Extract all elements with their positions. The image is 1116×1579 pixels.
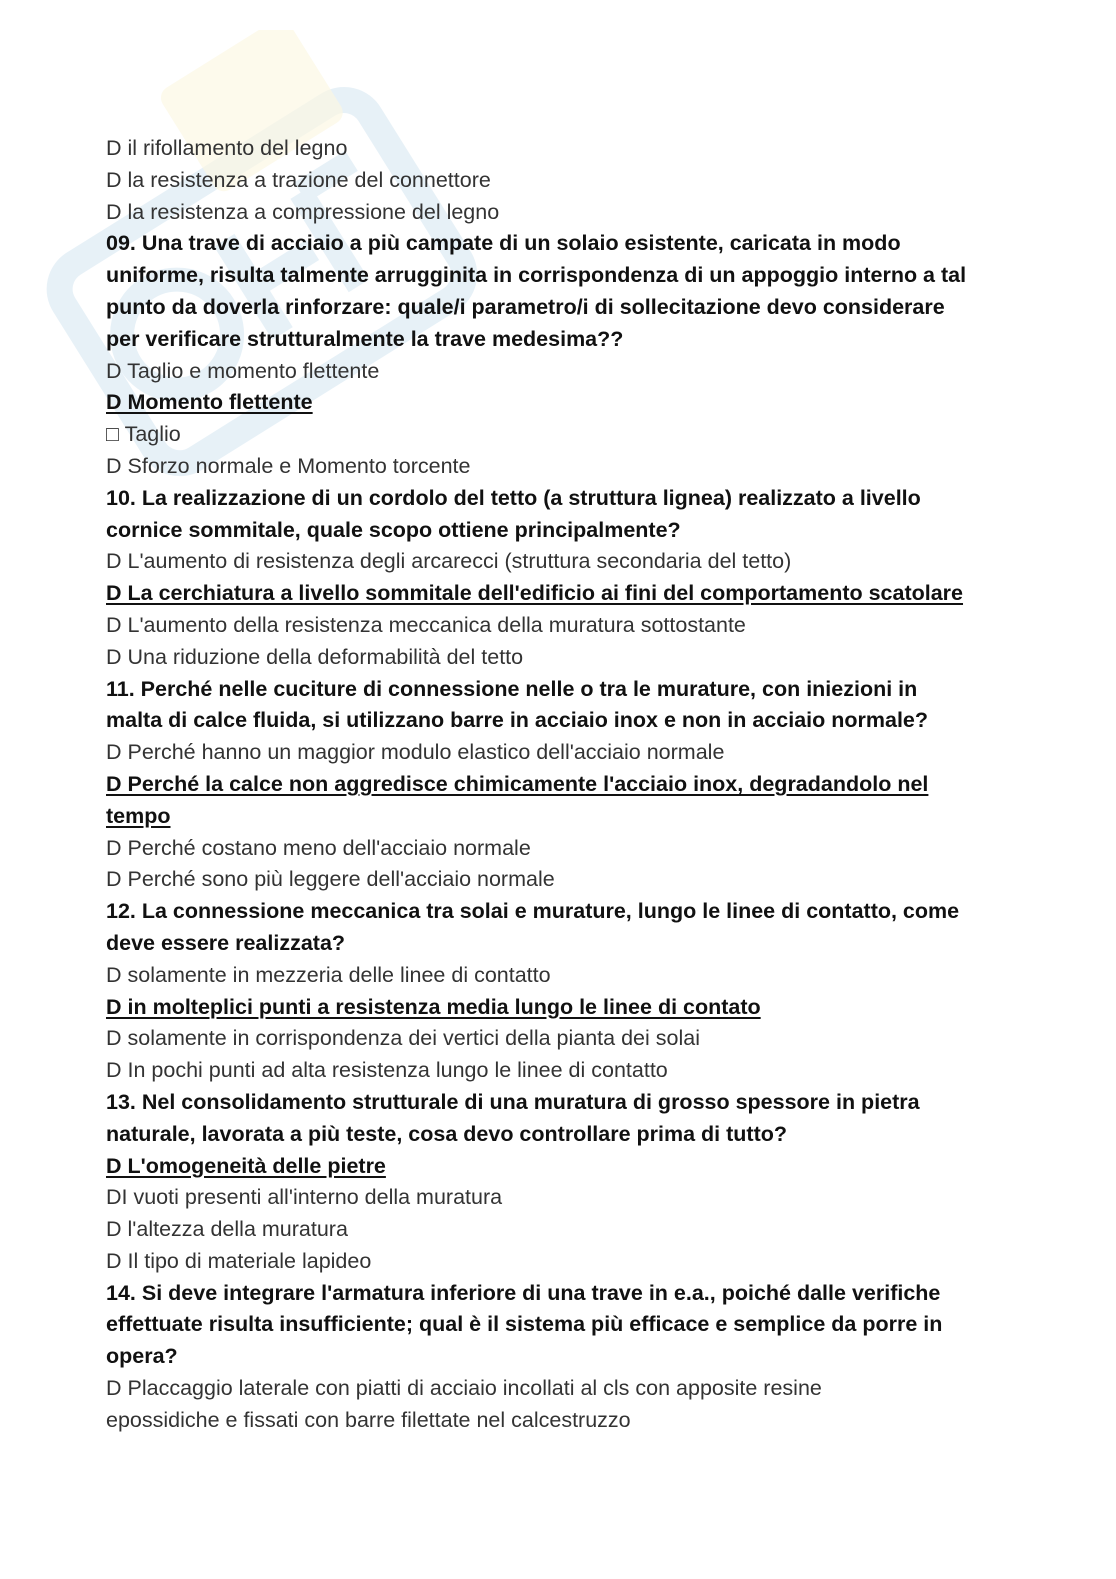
correct-answer: D in molteplici punti a resistenza media lungo le linee di contato bbox=[106, 994, 761, 1019]
answer-option: DI vuoti presenti all'interno della muratura bbox=[106, 1185, 503, 1210]
question-text: uniforme, risulta talmente arrugginita in corrispondenza di un appoggio interno a tal bbox=[106, 263, 967, 288]
correct-answer: D Momento flettente bbox=[106, 390, 313, 415]
question-text: 09. Una trave di acciaio a più campate di un solaio esistente, caricata in modo bbox=[106, 231, 901, 256]
answer-option: D il rifollamento del legno bbox=[106, 136, 348, 160]
question-text: effettuate risulta insufficiente; qual è il sistema più efficace e semplice da porre in bbox=[106, 1312, 943, 1337]
question-text: 12. La connessione meccanica tra solai e murature, lungo le linee di contatto, come bbox=[106, 899, 960, 924]
question-text: 10. La realizzazione di un cordolo del tetto (a struttura lignea) realizzato a livello bbox=[106, 485, 921, 510]
answer-option: D l'altezza della muratura bbox=[106, 1217, 348, 1242]
answer-option: D Perché costano meno dell'acciaio normale bbox=[106, 835, 531, 860]
answer-option: D Placcaggio laterale con piatti di acciaio incollati al cls con apposite resine bbox=[106, 1376, 822, 1401]
question-text: naturale, lavorata a più teste, cosa devo controllare prima di tutto? bbox=[106, 1121, 787, 1146]
question-text: deve essere realizzata? bbox=[106, 930, 346, 955]
question-text: per verificare strutturalmente la trave medesima?? bbox=[106, 326, 624, 351]
question-text: malta di calce fluida, si utilizzano barre in acciaio inox e non in acciaio normale? bbox=[106, 708, 929, 733]
question-text: opera? bbox=[106, 1344, 178, 1369]
question-text: cornice sommitale, quale scopo ottiene principalmente? bbox=[106, 517, 681, 542]
question-text: 11. Perché nelle cuciture di connessione nelle o tra le murature, con iniezioni in bbox=[106, 676, 918, 701]
answer-option: D Perché sono più leggere dell'acciaio normale bbox=[106, 867, 555, 892]
correct-answer: D Perché la calce non aggredisce chimicamente l'acciaio inox, degradandolo nel bbox=[106, 771, 929, 796]
question-text: punto da doverla rinforzare: quale/i parametro/i di sollecitazione devo considerare bbox=[106, 294, 945, 319]
answer-option: D Il tipo di materiale lapideo bbox=[106, 1248, 372, 1273]
answer-option: D Sforzo normale e Momento torcente bbox=[106, 453, 471, 478]
answer-option: epossidiche e fissati con barre filettate nel calcestruzzo bbox=[106, 1407, 631, 1432]
question-text: 14. Si deve integrare l'armatura inferiore di una trave in e.a., poiché dalle verifiche bbox=[106, 1280, 941, 1305]
answer-option: D L'aumento di resistenza degli arcarecci (struttura secondaria del tetto) bbox=[106, 549, 792, 574]
answer-option: D In pochi punti ad alta resistenza lungo le linee di contatto bbox=[106, 1058, 668, 1083]
correct-answer: tempo bbox=[106, 803, 171, 828]
answer-option: D solamente in mezzeria delle linee di contatto bbox=[106, 962, 551, 987]
answer-option: D Perché hanno un maggior modulo elastico dell'acciaio normale bbox=[106, 740, 725, 765]
correct-answer: D La cerchiatura a livello sommitale dell'edificio ai fini del comportamento scatolare bbox=[106, 581, 964, 606]
answer-option: D la resistenza a trazione del connettore bbox=[106, 167, 491, 192]
answer-option: □ Taglio bbox=[106, 422, 181, 447]
answer-option: D Una riduzione della deformabilità del tetto bbox=[106, 644, 524, 669]
document-content bbox=[106, 133, 1006, 1437]
answer-option: D solamente in corrispondenza dei vertici della pianta dei solai bbox=[106, 1026, 700, 1051]
correct-answer: D L'omogeneità delle pietre bbox=[106, 1153, 386, 1178]
question-text: 13. Nel consolidamento strutturale di una muratura di grosso spessore in pietra bbox=[106, 1089, 920, 1114]
answer-option: D L'aumento della resistenza meccanica della muratura sottostante bbox=[106, 612, 746, 637]
answer-option: D la resistenza a compressione del legno bbox=[106, 199, 500, 224]
answer-option: D Taglio e momento flettente bbox=[106, 358, 380, 383]
